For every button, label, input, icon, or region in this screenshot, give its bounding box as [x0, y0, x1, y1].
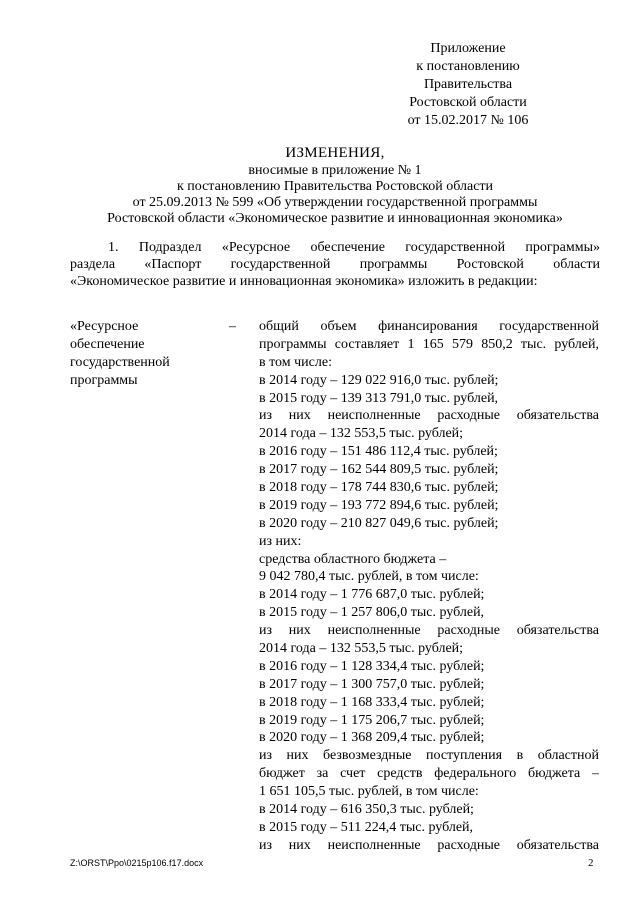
financing-line: 1 651 105,5 тыс. рублей, в том числе: [259, 784, 479, 800]
financing-line: в 2014 году – 1 776 687,0 тыс. рублей; [259, 587, 485, 603]
financing-line: в 2015 году – 139 313 791,0 тыс. рублей, [259, 390, 499, 406]
financing-line: общий объем финансирования государственной [259, 319, 599, 334]
page-number: 2 [588, 857, 594, 869]
financing-line: в 2015 году – 1 257 806,0 тыс. рублей, [259, 605, 485, 621]
title-heading: ИЗМЕНЕНИЯ, [285, 145, 385, 161]
financing-line: в 2016 году – 1 128 334,4 тыс. рублей; [259, 658, 485, 674]
financing-line: из них неисполненные расходные обязательства [259, 623, 599, 639]
document-title [70, 145, 600, 227]
file-path: Z:\ORST\Ppo\0215p106.f17.docx [70, 858, 204, 868]
financing-line: в том числе: [259, 354, 332, 370]
financing-line: 2014 года – 132 553,5 тыс. рублей; [259, 641, 464, 657]
financing-line: в 2017 году – 162 544 809,5 тыс. рублей; [259, 462, 499, 478]
title-line: Ростовской области «Экономическое развитие и инновационная экономика» [107, 211, 563, 226]
financing-line: из них неисполненные расходные обязательства [259, 837, 599, 853]
financing-line: бюджет за счет средств федерального бюджета – [259, 766, 599, 782]
appendix-block [368, 40, 568, 130]
financing-line: средства областного бюджета – [259, 551, 447, 567]
label-line: обеспечение [70, 337, 145, 352]
financing-line: из них: [259, 533, 302, 549]
appendix-line: Ростовской области [409, 95, 527, 110]
appendix-line: Правительства [423, 77, 513, 92]
appendix-line: к постановлению [416, 59, 520, 74]
intro-line: «Экономическое развитие и инновационная экономика» изложить в редакции: [70, 274, 538, 289]
financing-line: в 2014 году – 129 022 916,0 тыс. рублей; [259, 372, 499, 388]
label-line: программы [70, 373, 138, 388]
financing-line: программы составляет 1 165 579 850,2 тыс. рублей, [259, 336, 599, 352]
financing-line: в 2015 году – 511 224,4 тыс. рублей, [259, 819, 474, 835]
intro-line: 1. Подраздел «Ресурсное обеспечение государственной программы» [108, 240, 600, 255]
financing-line: в 2017 году – 1 300 757,0 тыс. рублей; [259, 676, 485, 692]
financing-line: в 2019 году – 1 175 206,7 тыс. рублей; [259, 712, 485, 728]
financing-line: в 2018 году – 178 744 830,6 тыс. рублей; [259, 480, 499, 496]
label-line: государственной [70, 355, 170, 370]
financing-line: в 2020 году – 1 368 209,4 тыс. рублей; [259, 730, 485, 746]
appendix-line: Приложение [430, 41, 506, 56]
separator-dash: – [229, 319, 236, 334]
financing-line: из них безвозмездные поступления в областной [259, 748, 599, 764]
intro-line: раздела «Паспорт государственной программы Ростовской области [70, 257, 600, 272]
resource-label [70, 318, 200, 390]
financing-line: 2014 года – 132 553,5 тыс. рублей; [259, 426, 464, 442]
label-line: «Ресурсное [70, 319, 139, 334]
intro-paragraph [70, 239, 600, 290]
title-line: от 25.09.2013 № 599 «Об утверждении государственной программы [132, 195, 538, 210]
title-line: к постановлению Правительства Ростовской области [176, 179, 494, 194]
financing-line: в 2016 году – 151 486 112,4 тыс. рублей; [259, 444, 498, 460]
financing-line: в 2019 году – 193 772 894,6 тыс. рублей; [259, 497, 499, 513]
financing-line: в 2014 году – 616 350,3 тыс. рублей; [259, 802, 474, 818]
appendix-line: от 15.02.2017 № 106 [407, 113, 529, 128]
financing-line: из них неисполненные расходные обязательства [259, 408, 599, 424]
financing-line: 9 042 780,4 тыс. рублей, в том числе: [259, 569, 479, 585]
financing-line: в 2020 году – 210 827 049,6 тыс. рублей; [259, 515, 499, 531]
financing-line: в 2018 году – 1 168 333,4 тыс. рублей; [259, 694, 485, 710]
title-line: вносимые в приложение № 1 [248, 163, 422, 178]
financing-details [259, 318, 599, 855]
